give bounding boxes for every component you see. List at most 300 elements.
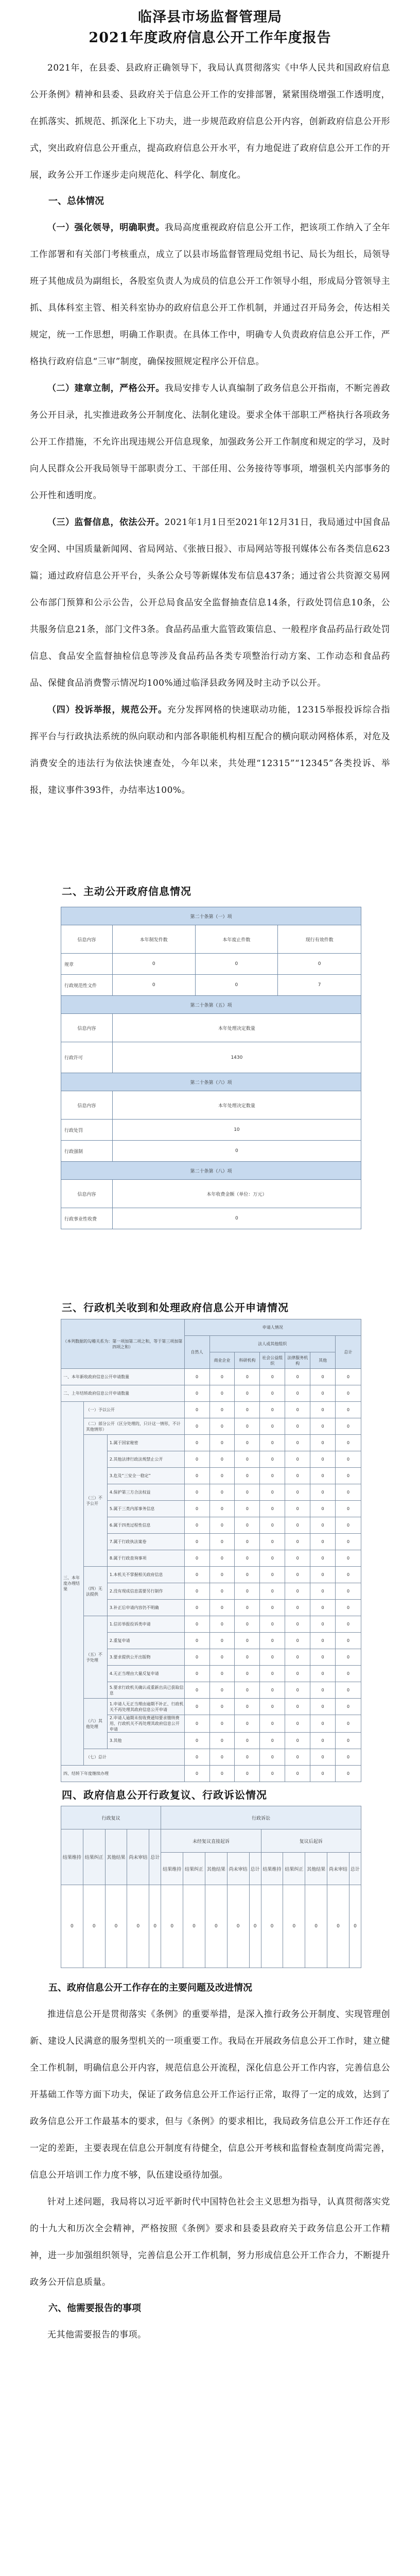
cell: 0: [260, 1666, 285, 1682]
band-item-6: 第二十条第（六）项: [61, 1073, 361, 1091]
active-disclosure-table: [61, 907, 361, 1229]
cell: 0: [235, 1682, 260, 1699]
col-header: 结果维持: [261, 1853, 283, 1885]
cell: 0: [285, 1567, 310, 1583]
cell: 0: [112, 1141, 361, 1162]
review-header: 行政复议: [61, 1806, 161, 1829]
cell: 0: [235, 1468, 260, 1484]
cell: 0: [83, 1885, 105, 1968]
cell: 0: [260, 1600, 285, 1616]
cell: 0: [209, 1715, 235, 1733]
cell: 0: [260, 1369, 285, 1385]
cell: 0: [336, 1616, 361, 1633]
row-label: 5.属于三类内部事务信息: [107, 1501, 184, 1517]
cell: 0: [209, 1733, 235, 1749]
cell: 0: [310, 1385, 336, 1402]
row-label: 规章: [61, 954, 113, 975]
cell: 0: [285, 1484, 310, 1501]
cell: 0: [310, 1534, 336, 1550]
subgroup-label: （四）无法提供: [83, 1567, 107, 1616]
cell: 0: [184, 1369, 209, 1385]
cell: 0: [327, 1885, 349, 1968]
subgroup-label: （六）其他处理: [83, 1699, 107, 1749]
not-reviewed-header: 未经复议直接起诉: [161, 1829, 261, 1853]
cell: 0: [260, 1682, 285, 1699]
cell: 0: [310, 1583, 336, 1600]
table-corner-note: （本列数据的勾稽关系为：第一项加第二项之和，等于第三项加第四项之和）: [61, 1319, 185, 1369]
row-label: 行政许可: [61, 1042, 113, 1073]
cell: 0: [105, 1885, 127, 1968]
cell: 1430: [112, 1042, 361, 1073]
report-title-main: 2021年度政府信息公开工作年度报告: [89, 30, 331, 46]
cell: 0: [260, 1733, 285, 1749]
band-item-8: 第二十条第（八）项: [61, 1162, 361, 1180]
cell: 0: [285, 1550, 310, 1567]
s1-paragraph-2: [30, 375, 390, 509]
cell: 0: [260, 1418, 285, 1435]
cell: 0: [184, 1616, 209, 1633]
cell: 0: [260, 1534, 285, 1550]
cell: 10: [112, 1120, 361, 1141]
col-header: 信息内容: [61, 1091, 113, 1120]
cell: 0: [209, 1402, 235, 1418]
cell: 0: [336, 1534, 361, 1550]
cell: 0: [235, 1649, 260, 1666]
cell: 0: [336, 1517, 361, 1534]
cell: 0: [310, 1666, 336, 1682]
cell: 0: [260, 1766, 285, 1782]
cell: 0: [235, 1534, 260, 1550]
row-label: 8.属于行政查询事项: [107, 1550, 184, 1567]
sections-5-6: [30, 1975, 390, 2348]
cell: 0: [305, 1885, 327, 1968]
cell: 0: [209, 1484, 235, 1501]
cell: 0: [184, 1699, 209, 1715]
cell: 0: [285, 1418, 310, 1435]
cell: 0: [260, 1550, 285, 1567]
cell: 0: [310, 1600, 336, 1616]
cell: 0: [336, 1550, 361, 1567]
cell: 0: [285, 1699, 310, 1715]
section-2-heading: 二、主动公开政府信息情况: [62, 885, 191, 897]
cell: 0: [195, 954, 278, 975]
col-header: 法律服务机构: [285, 1352, 310, 1369]
col-header: 本年收费金额（单位：万元）: [112, 1180, 361, 1208]
cell: 0: [310, 1699, 336, 1715]
row-label: 4.无正当理由大量反复申请: [107, 1666, 184, 1682]
row-label: 2.其他法律行政法规禁止公开: [107, 1451, 184, 1468]
cell: 0: [285, 1517, 310, 1534]
s1-p2-lead: （二）建章立制，严格公开。: [47, 383, 165, 394]
col-header: 现行有效件数: [278, 925, 361, 954]
cell: 0: [235, 1583, 260, 1600]
cell: 0: [260, 1484, 285, 1501]
cell: 0: [285, 1616, 310, 1633]
cell: 0: [285, 1583, 310, 1600]
cell: 0: [310, 1550, 336, 1567]
cell: 0: [209, 1534, 235, 1550]
cell: 0: [235, 1402, 260, 1418]
s1-paragraph-3: [30, 509, 390, 697]
cell: 0: [184, 1385, 209, 1402]
table-row: [61, 1766, 361, 1782]
row-label: 一、本年新收政府信息公开申请数量: [61, 1369, 185, 1385]
col-header: 商业企业: [209, 1352, 235, 1369]
s1-p4-lead: （四）投诉举报，规范公开。: [47, 705, 168, 715]
cell: 0: [336, 1451, 361, 1468]
cell: 0: [336, 1733, 361, 1749]
cell: 0: [285, 1501, 310, 1517]
cell: 0: [336, 1468, 361, 1484]
cell: 0: [112, 954, 195, 975]
cell: 0: [336, 1567, 361, 1583]
cell: 7: [278, 975, 361, 996]
cell: 0: [285, 1369, 310, 1385]
cell: 0: [260, 1633, 285, 1649]
cell: 0: [235, 1435, 260, 1451]
after-review-header: 复议后起诉: [261, 1829, 361, 1853]
s1-paragraph-4: [30, 697, 390, 804]
cell: 0: [112, 975, 195, 996]
cell: 0: [336, 1583, 361, 1600]
cell: 0: [209, 1550, 235, 1567]
cell: 0: [184, 1402, 209, 1418]
cell: 0: [235, 1517, 260, 1534]
row-label: 1.信访举报投诉类申请: [107, 1616, 184, 1633]
s5-paragraph-1: 推进信息公开是贯彻落实《条例》的重要举措，是深入推行政务公开制度、实现管理创新、建设人民满意的服务型机关的一项重要工作。我局在开展政务信息公开工作时，建立健全工作机制，明确信息公开内容，规范信息公开流程，深化信息公开工作内容，完善信息公开基础工作等方面下功夫，保证了政务信息公开工作运行正常，取得了一定的成效，达到了政务信息公开工作最基本的要求，但与《条例》的要求相比，我局政务信息公开工作还存在一定的差距，主要表现在信息公开制度有待健全，信息公开考核和监督检查制度尚需完善，信息公开培训工作力度不够，队伍建设亟待加强。: [30, 2009, 390, 2180]
cell: 0: [195, 975, 278, 996]
cell: 0: [235, 1715, 260, 1733]
cell: 0: [285, 1633, 310, 1649]
col-header: 科研机构: [235, 1352, 260, 1369]
table-row: [61, 1616, 361, 1633]
cell: 0: [336, 1749, 361, 1766]
cell: 0: [310, 1616, 336, 1633]
cell: 0: [310, 1451, 336, 1468]
table-row: [61, 1369, 361, 1385]
cell: 0: [184, 1418, 209, 1435]
cell: 0: [184, 1534, 209, 1550]
cell: 0: [260, 1583, 285, 1600]
cell: 0: [235, 1766, 260, 1782]
s1-p3-lead: （三）监督信息，依法公开。: [47, 517, 165, 528]
s1-p4-text: 充分发挥网格的快速联动功能，12315举报投诉综合指挥平台与行政执法系统的纵向联动和内部各职能机构相互配合的横向联动网格体系，对危及消费安全的违法行为依法快速查处，今年以来，共处理“12315”“12345”各类投诉、举报，建议事件393件，办结率达100%。: [30, 705, 390, 795]
cell: 0: [209, 1451, 235, 1468]
cell: 0: [336, 1649, 361, 1666]
cell: 0: [310, 1402, 336, 1418]
table-row: [61, 1402, 361, 1418]
row-label: 行政规范性文件: [61, 975, 113, 996]
table-row: [61, 1418, 361, 1435]
cell: 0: [235, 1733, 260, 1749]
row-label: 1.申请人无正当理由逾期不补正、行政机关不再处理其政府信息公开申请: [107, 1699, 184, 1715]
corp-header: 法人或其他组织: [209, 1336, 336, 1352]
col-header: 总计: [349, 1853, 361, 1885]
col-header: 尚未审结: [227, 1853, 249, 1885]
cell: 0: [310, 1567, 336, 1583]
application-handling-table: [61, 1319, 361, 1782]
row-label: 3.补正后申请内容仍不明确: [107, 1600, 184, 1616]
row-label: 6.属于四类过程性信息: [107, 1517, 184, 1534]
cell: 0: [285, 1715, 310, 1733]
cell: 0: [184, 1451, 209, 1468]
cell: 0: [209, 1418, 235, 1435]
cell: 0: [336, 1385, 361, 1402]
cell: 0: [209, 1633, 235, 1649]
cell: 0: [184, 1715, 209, 1733]
s1-p1-text: 我局高度重视政府信息公开工作，把该项工作纳入了全年工作部署和有关部门考核重点，成立了以县市场监督管理局党组书记、局长为组长，局领导班子其他成员为副组长，各股室负责人为成员的信息公开工作领导小组，形成局分管领导主抓、具体科室主管、相关科室协办的政府信息公开工作机制，并通过召开局务会，传达相关规定，统一工作思想，明确工作职责。在具体工作中，明确专人负责政府信息公开工作，严格执行政府信息“三审”制度，确保按照规定程序公开信息。: [30, 223, 391, 367]
cell: 0: [310, 1649, 336, 1666]
col-header: 社会公益组织: [260, 1352, 285, 1369]
cell: 0: [184, 1666, 209, 1682]
cell: 0: [209, 1517, 235, 1534]
cell: 0: [209, 1766, 235, 1782]
cell: 0: [336, 1699, 361, 1715]
col-header: 总计: [149, 1829, 161, 1885]
cell: 0: [310, 1517, 336, 1534]
cell: 0: [184, 1567, 209, 1583]
col-header: 自然人: [184, 1336, 209, 1369]
cell: 0: [235, 1550, 260, 1567]
cell: 0: [235, 1385, 260, 1402]
table-row: [61, 1567, 361, 1583]
section-6-heading: 六、他需要报告的事项: [48, 2303, 141, 2314]
cell: 0: [260, 1715, 285, 1733]
cell: 0: [285, 1666, 310, 1682]
table-row: [61, 1699, 361, 1715]
cell: 0: [336, 1600, 361, 1616]
col-header: 本年处理决定数量: [112, 1091, 361, 1120]
applicant-header: 申请人情况: [184, 1319, 361, 1336]
row-label: 4.保护第三方合法权益: [107, 1484, 184, 1501]
row-label: 四、结转下年度继续办理: [61, 1766, 185, 1782]
cell: 0: [209, 1682, 235, 1699]
cell: 0: [61, 1885, 83, 1968]
cell: 0: [235, 1749, 260, 1766]
cell: 0: [310, 1435, 336, 1451]
intro-paragraph: 2021年，在县委、县政府正确领导下，我局认真贯彻落实《中华人民共和国政府信息公开条例》精神和县委、县政府关于信息公开工作的安排部署，紧紧围绕增强工作透明度，在抓落实、抓规范、抓深化上下功夫，进一步规范政府信息公开内容，创新政府信息公开形式，突出政府信息公开重点，提高政府信息公开水平，有力地促进了政府信息公开工作的开展，政务公开工作逐步走向规范化、科学化、制度化。: [30, 63, 390, 180]
cell: 0: [205, 1885, 227, 1968]
col-header: 结果维持: [61, 1829, 83, 1885]
cell: 0: [235, 1633, 260, 1649]
band-item-1: 第二十条第（一）项: [61, 907, 361, 925]
table-row: [61, 1435, 361, 1451]
cell: 0: [260, 1468, 285, 1484]
s5-paragraph-2: 针对上述问题，我局将以习近平新时代中国特色社会主义思想为指导，认真贯彻落实党的十九大和历次全会精神，严格按照《条例》要求和县委县政府关于政务信息公开工作精神，进一步加强组织领导，完善信息公开工作机制，努力形成信息公开工作合力，不断提升政务公开信息质量。: [30, 2197, 390, 2287]
cell: 0: [184, 1501, 209, 1517]
cell: 0: [260, 1616, 285, 1633]
cell: 0: [184, 1600, 209, 1616]
cell: 0: [161, 1885, 183, 1968]
cell: 0: [310, 1501, 336, 1517]
col-header: 尚未审结: [127, 1829, 149, 1885]
cell: 0: [235, 1484, 260, 1501]
s1-paragraph-1: [30, 214, 390, 375]
cell: 0: [149, 1885, 161, 1968]
cell: 0: [235, 1451, 260, 1468]
cell: 0: [235, 1600, 260, 1616]
cell: 0: [209, 1616, 235, 1633]
cell: 0: [336, 1715, 361, 1733]
cell: 0: [336, 1766, 361, 1782]
subgroup-label: （三）不予公开: [83, 1435, 107, 1567]
cell: 0: [336, 1402, 361, 1418]
col-header: 其他: [310, 1352, 336, 1369]
col-header: 其他结果: [105, 1829, 127, 1885]
cell: 0: [336, 1418, 361, 1435]
section-3-heading: 三、行政机关收到和处理政府信息公开申请情况: [62, 1301, 289, 1314]
cell: 0: [260, 1649, 285, 1666]
cell: 0: [235, 1616, 260, 1633]
row-label: 二、上年结转政府信息公开申请数量: [61, 1385, 185, 1402]
cell: 0: [235, 1418, 260, 1435]
cell: 0: [235, 1369, 260, 1385]
cell: 0: [235, 1501, 260, 1517]
row-label: 行政事业性收费: [61, 1208, 113, 1229]
s1-p1-lead: （一）强化领导，明确职责。: [47, 223, 165, 233]
row-label: 3.要求提供公开出版物: [107, 1649, 184, 1666]
s6-paragraph: 无其他需要报告的事项。: [47, 2330, 147, 2340]
row-label: 7.属于行政执法案卷: [107, 1534, 184, 1550]
row-label: 3.其他: [107, 1733, 184, 1749]
row-label: 2.申请人逾期未按收费通知要求缴纳费用、行政机关不再处理其政府信息公开申请: [107, 1715, 184, 1733]
cell: 0: [249, 1885, 261, 1968]
row-label: （二）部分公开（区分处理的，只计这一情形，不计其他情形）: [83, 1418, 184, 1435]
cell: 0: [183, 1885, 205, 1968]
cell: 0: [209, 1385, 235, 1402]
table-row: [61, 1385, 361, 1402]
cell: 0: [310, 1369, 336, 1385]
subgroup-label: （五）不予处理: [83, 1616, 107, 1699]
cell: 0: [209, 1468, 235, 1484]
row-label: 行政强制: [61, 1141, 113, 1162]
cell: 0: [209, 1583, 235, 1600]
cell: 0: [184, 1583, 209, 1600]
cell: 0: [184, 1682, 209, 1699]
cell: 0: [310, 1468, 336, 1484]
cell: 0: [184, 1468, 209, 1484]
cell: 0: [310, 1682, 336, 1699]
cell: 0: [285, 1534, 310, 1550]
cell: 0: [227, 1885, 249, 1968]
col-header: 总计: [336, 1336, 361, 1369]
row-label: 2.没有现成信息需要另行制作: [107, 1583, 184, 1600]
col-header: 结果纠正: [83, 1829, 105, 1885]
col-header: 本年处理决定数量: [112, 1014, 361, 1042]
row-label: （七）总计: [83, 1749, 184, 1766]
cell: 0: [336, 1682, 361, 1699]
cell: 0: [184, 1749, 209, 1766]
cell: 0: [285, 1649, 310, 1666]
table-row: [61, 1749, 361, 1766]
cell: 0: [184, 1484, 209, 1501]
s1-p3-text: 2021年1月1日至2021年12月31日，我局通过中国食品安全网、中国质量新闻网、省局网站、《张掖日报》、市局网站等报刊媒体公布各类信息623篇；通过政府信息公开平台，头条公众号等新媒体发布信息437条；通过省公共资源交易网公布部门预算和公示公告，公开总局食品安全监督抽查信息14条，行政处罚信息10条，公共服务信息21条，部门文件3条。食品药品重大监管政策信息、一般程序食品药品行政处罚信息、食品安全监督抽检信息等涉及食品药品各类专项整治行动方案、工作动态和食品药品、保健食品消费警示情况均100%通过临泽县政务网及时主动予以公开。: [30, 517, 390, 688]
review-litigation-table: [61, 1806, 361, 1968]
cell: 0: [260, 1567, 285, 1583]
cell: 0: [209, 1435, 235, 1451]
col-header: 总计: [249, 1853, 261, 1885]
cell: 0: [260, 1402, 285, 1418]
cell: 0: [285, 1682, 310, 1699]
col-header: 信息内容: [61, 1180, 113, 1208]
cell: 0: [310, 1715, 336, 1733]
section-4-heading: 四、政府信息公开行政复议、行政诉讼情况: [62, 1789, 267, 1801]
cell: 0: [285, 1600, 310, 1616]
cell: 0: [278, 954, 361, 975]
cell: 0: [285, 1385, 310, 1402]
section-1-heading: 一、总体情况: [48, 196, 104, 207]
cell: 0: [235, 1666, 260, 1682]
cell: 0: [260, 1451, 285, 1468]
col-header: 信息内容: [61, 925, 113, 954]
row-label: 3.危及“三安全一稳定”: [107, 1468, 184, 1484]
row-label: 5.要求行政机关确认或重新出具已获取信息: [107, 1682, 184, 1699]
litigation-header: 行政诉讼: [161, 1806, 361, 1829]
row-label: 2.重复申请: [107, 1633, 184, 1649]
cell: 0: [235, 1567, 260, 1583]
cell: 0: [310, 1484, 336, 1501]
cell: 0: [209, 1501, 235, 1517]
row-label: 1.本机关不掌握相关政府信息: [107, 1567, 184, 1583]
cell: 0: [184, 1517, 209, 1534]
cell: 0: [209, 1600, 235, 1616]
cell: 0: [283, 1885, 305, 1968]
cell: 0: [260, 1385, 285, 1402]
row-label: 行政处罚: [61, 1120, 113, 1141]
cell: 0: [209, 1699, 235, 1715]
col-header: 本年废止件数: [195, 925, 278, 954]
cell: 0: [310, 1733, 336, 1749]
cell: 0: [285, 1402, 310, 1418]
col-header: 结果纠正: [283, 1853, 305, 1885]
cell: 0: [310, 1633, 336, 1649]
col-header: 信息内容: [61, 1014, 113, 1042]
col-header: 结果维持: [161, 1853, 183, 1885]
cell: 0: [310, 1418, 336, 1435]
cell: 0: [184, 1766, 209, 1782]
col-header: 结果纠正: [183, 1853, 205, 1885]
col-header: 其他结果: [305, 1853, 327, 1885]
cell: 0: [127, 1885, 149, 1968]
report-title-org: 临泽县市场监督管理局: [138, 9, 282, 25]
band-item-5: 第二十条第（五）项: [61, 996, 361, 1014]
cell: 0: [336, 1435, 361, 1451]
cell: 0: [184, 1550, 209, 1567]
col-header: 本年制发件数: [112, 925, 195, 954]
cell: 0: [235, 1699, 260, 1715]
cell: 0: [285, 1733, 310, 1749]
cell: 0: [184, 1733, 209, 1749]
group-label: 三、本年度办理结果: [61, 1402, 84, 1766]
cell: 0: [209, 1567, 235, 1583]
cell: 0: [260, 1699, 285, 1715]
cell: 0: [349, 1885, 361, 1968]
cell: 0: [285, 1451, 310, 1468]
cell: 0: [285, 1435, 310, 1451]
cell: 0: [184, 1435, 209, 1451]
cell: 0: [112, 1208, 361, 1229]
cell: 0: [285, 1749, 310, 1766]
cell: 0: [336, 1633, 361, 1649]
cell: 0: [261, 1885, 283, 1968]
col-header: 尚未审结: [327, 1853, 349, 1885]
cell: 0: [184, 1633, 209, 1649]
cell: 0: [336, 1484, 361, 1501]
cell: 0: [336, 1501, 361, 1517]
cell: 0: [184, 1649, 209, 1666]
cell: 0: [285, 1468, 310, 1484]
cell: 0: [336, 1369, 361, 1385]
